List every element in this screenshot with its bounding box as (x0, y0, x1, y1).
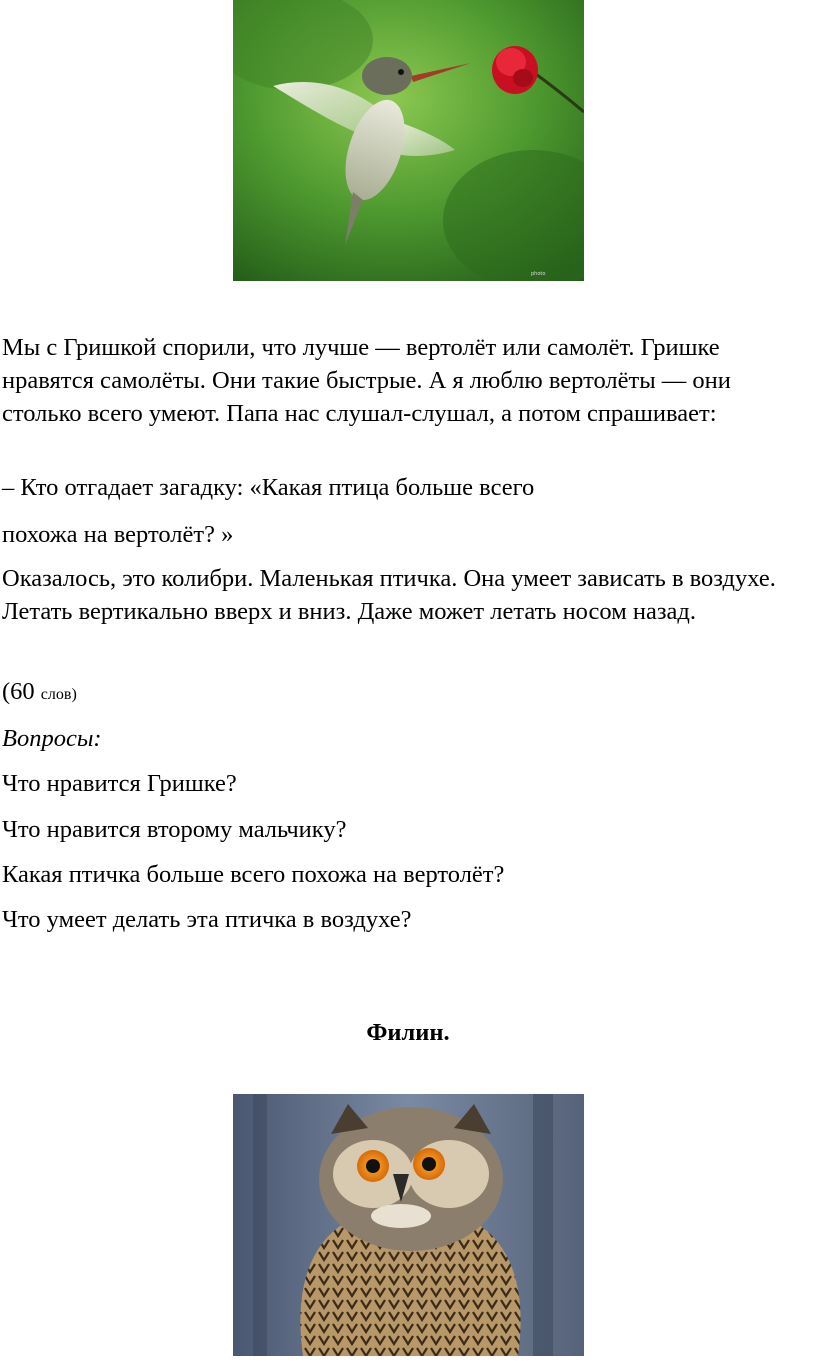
word-count (2, 675, 814, 711)
owl-illustration (233, 1094, 584, 1356)
svg-text:photo: photo (531, 271, 546, 277)
word-count-unit: слов) (40, 686, 77, 703)
story-paragraph-2: Оказалось, это колибри. Маленькая птичка. Она умеет зависать в воздухе. Летать вертикально вверх и вниз. Даже может летать носом назад. (2, 565, 776, 625)
question-item: Что нравится Гришке? (2, 770, 237, 797)
owl-image (233, 1094, 584, 1356)
section-title: Филин. (366, 1019, 450, 1046)
hummingbird-image (233, 0, 584, 281)
flower-icon (492, 46, 538, 94)
question-item: Какая птичка больше всего похожа на вертолёт? (2, 861, 505, 888)
word-count-number: (60 (2, 678, 41, 705)
riddle-line-2: похожа на вертолёт? » (2, 521, 234, 548)
hummingbird-illustration (233, 0, 584, 281)
question-item: Что нравится второму мальчику? (2, 816, 347, 843)
story-paragraph-1: Мы с Гришкой спорили, что лучше — вертолёт или самолёт. Гришке нравятся самолёты. Они такие быстрые. А я люблю вертолёты — они столько всего умеют. Папа нас слушал-слушал, а потом спрашивает: (2, 334, 731, 427)
riddle-line-1: – Кто отгадает загадку: «Какая птица больше всего (2, 474, 535, 501)
questions-heading: Вопросы: (2, 725, 102, 752)
question-item: Что умеет делать эта птичка в воздухе? (2, 906, 412, 933)
